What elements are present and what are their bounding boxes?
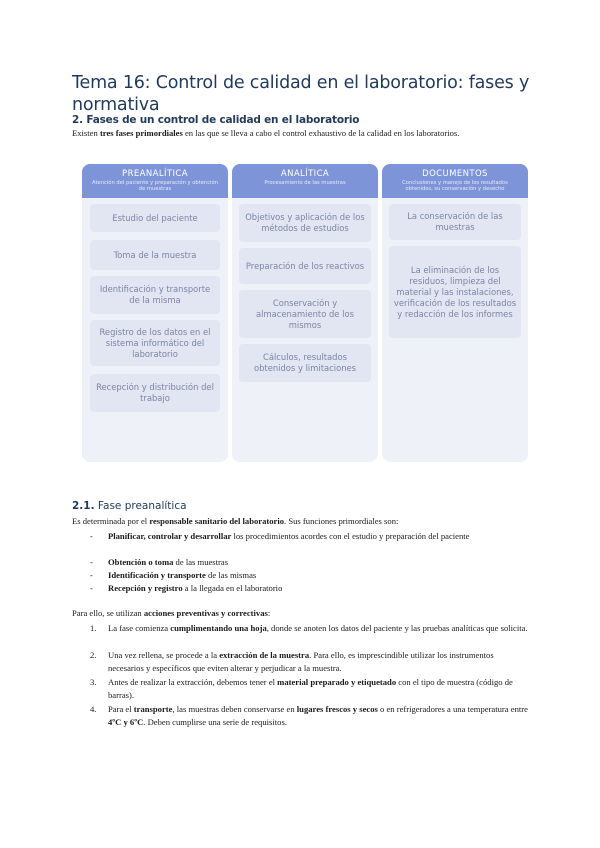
list-item: - Identificación y transporte de las mismas: [90, 570, 257, 580]
list-item: - Planificar, controlar y desarrollar los procedimientos acordes con el estudio y preparación del paciente: [90, 531, 470, 541]
phase-item: Conservación y almacenamiento de los mismos: [239, 290, 371, 338]
phase-item: Identificación y transporte de la misma: [90, 276, 220, 314]
phase-item: La conservación de las muestras: [389, 204, 521, 240]
phase-item: La eliminación de los residuos, limpieza del material y las instalaciones, verificación de los resultados y redacción de los informes: [389, 246, 521, 338]
phase-item: Toma de la muestra: [90, 240, 220, 270]
section-heading-preanalitica: 2.1. Fase preanalítica: [72, 500, 187, 512]
column-documentos: [382, 164, 528, 462]
phase-item: Registro de los datos en el sistema informático del laboratorio: [90, 320, 220, 366]
numbered-item: 4. Para el transporte, las muestras deben conservarse en lugares frescos y secos o en refrigeradores a una temperatura entre 4ºC y 6ºC. Deben cumplirse una serie de requisitos.: [90, 704, 528, 727]
page-title: Tema 16: Control de calidad en el laboratorio: fases y normativa: [72, 73, 530, 115]
column-preanalitica: [82, 164, 228, 462]
column-analitica: [232, 164, 378, 462]
numbered-item: 1. La fase comienza cumplimentando una hoja, donde se anoten los datos del paciente y las pruebas analíticas que solicita.: [90, 623, 528, 633]
list-item: - Obtención o toma de las muestras: [90, 557, 229, 567]
column-subtitle: Procesamiento de las muestras: [264, 180, 346, 186]
numbered-item: 3. Antes de realizar la extracción, debemos tener el material preparado y etiquetado con el tipo de muestra (código de barras).: [90, 677, 513, 700]
column-title: DOCUMENTOS: [422, 169, 488, 179]
column-subtitle: Conclusiones y manejo de los resultados obtenidos, su conservación y desecho: [402, 180, 508, 192]
column-title: ANALÍTICA: [280, 169, 330, 179]
phase-item: Preparación de los reactivos: [239, 248, 371, 284]
column-header-preanalitica: [82, 164, 228, 198]
phase-item: Objetivos y aplicación de los métodos de estudios: [239, 204, 371, 242]
list-item: - Recepción y registro a la llegada en el laboratorio: [90, 583, 283, 593]
paragraph-responsable: Es determinada por el responsable sanitario del laboratorio. Sus funciones primordiales son:: [72, 516, 399, 526]
paragraph-acciones: Para ello, se utilizan acciones preventivas y correctivas:: [72, 608, 271, 618]
section-heading-fases: 2. Fases de un control de calidad en el laboratorio: [72, 114, 360, 126]
phase-item: Recepción y distribución del trabajo: [90, 374, 220, 412]
numbered-item: 2. Una vez rellena, se procede a la extracción de la muestra. Para ello, es imprescindible utilizar los instrumentos necesarios y específicos que eviten alterar y perjudicar a la muestra.: [90, 650, 494, 673]
column-subtitle: Atención del paciente y preparación y obtención de muestras: [92, 180, 218, 192]
phase-item: Cálculos, resultados obtenidos y limitaciones: [239, 344, 371, 382]
intro-paragraph: Existen tres fases primordiales en las que se lleva a cabo el control exhaustivo de la calidad en los laboratorios.: [72, 128, 460, 138]
column-header-documentos: [382, 164, 528, 198]
column-title: PREANALÍTICA: [122, 169, 188, 179]
column-header-analitica: [232, 164, 378, 198]
phase-item: Estudio del paciente: [90, 204, 220, 232]
